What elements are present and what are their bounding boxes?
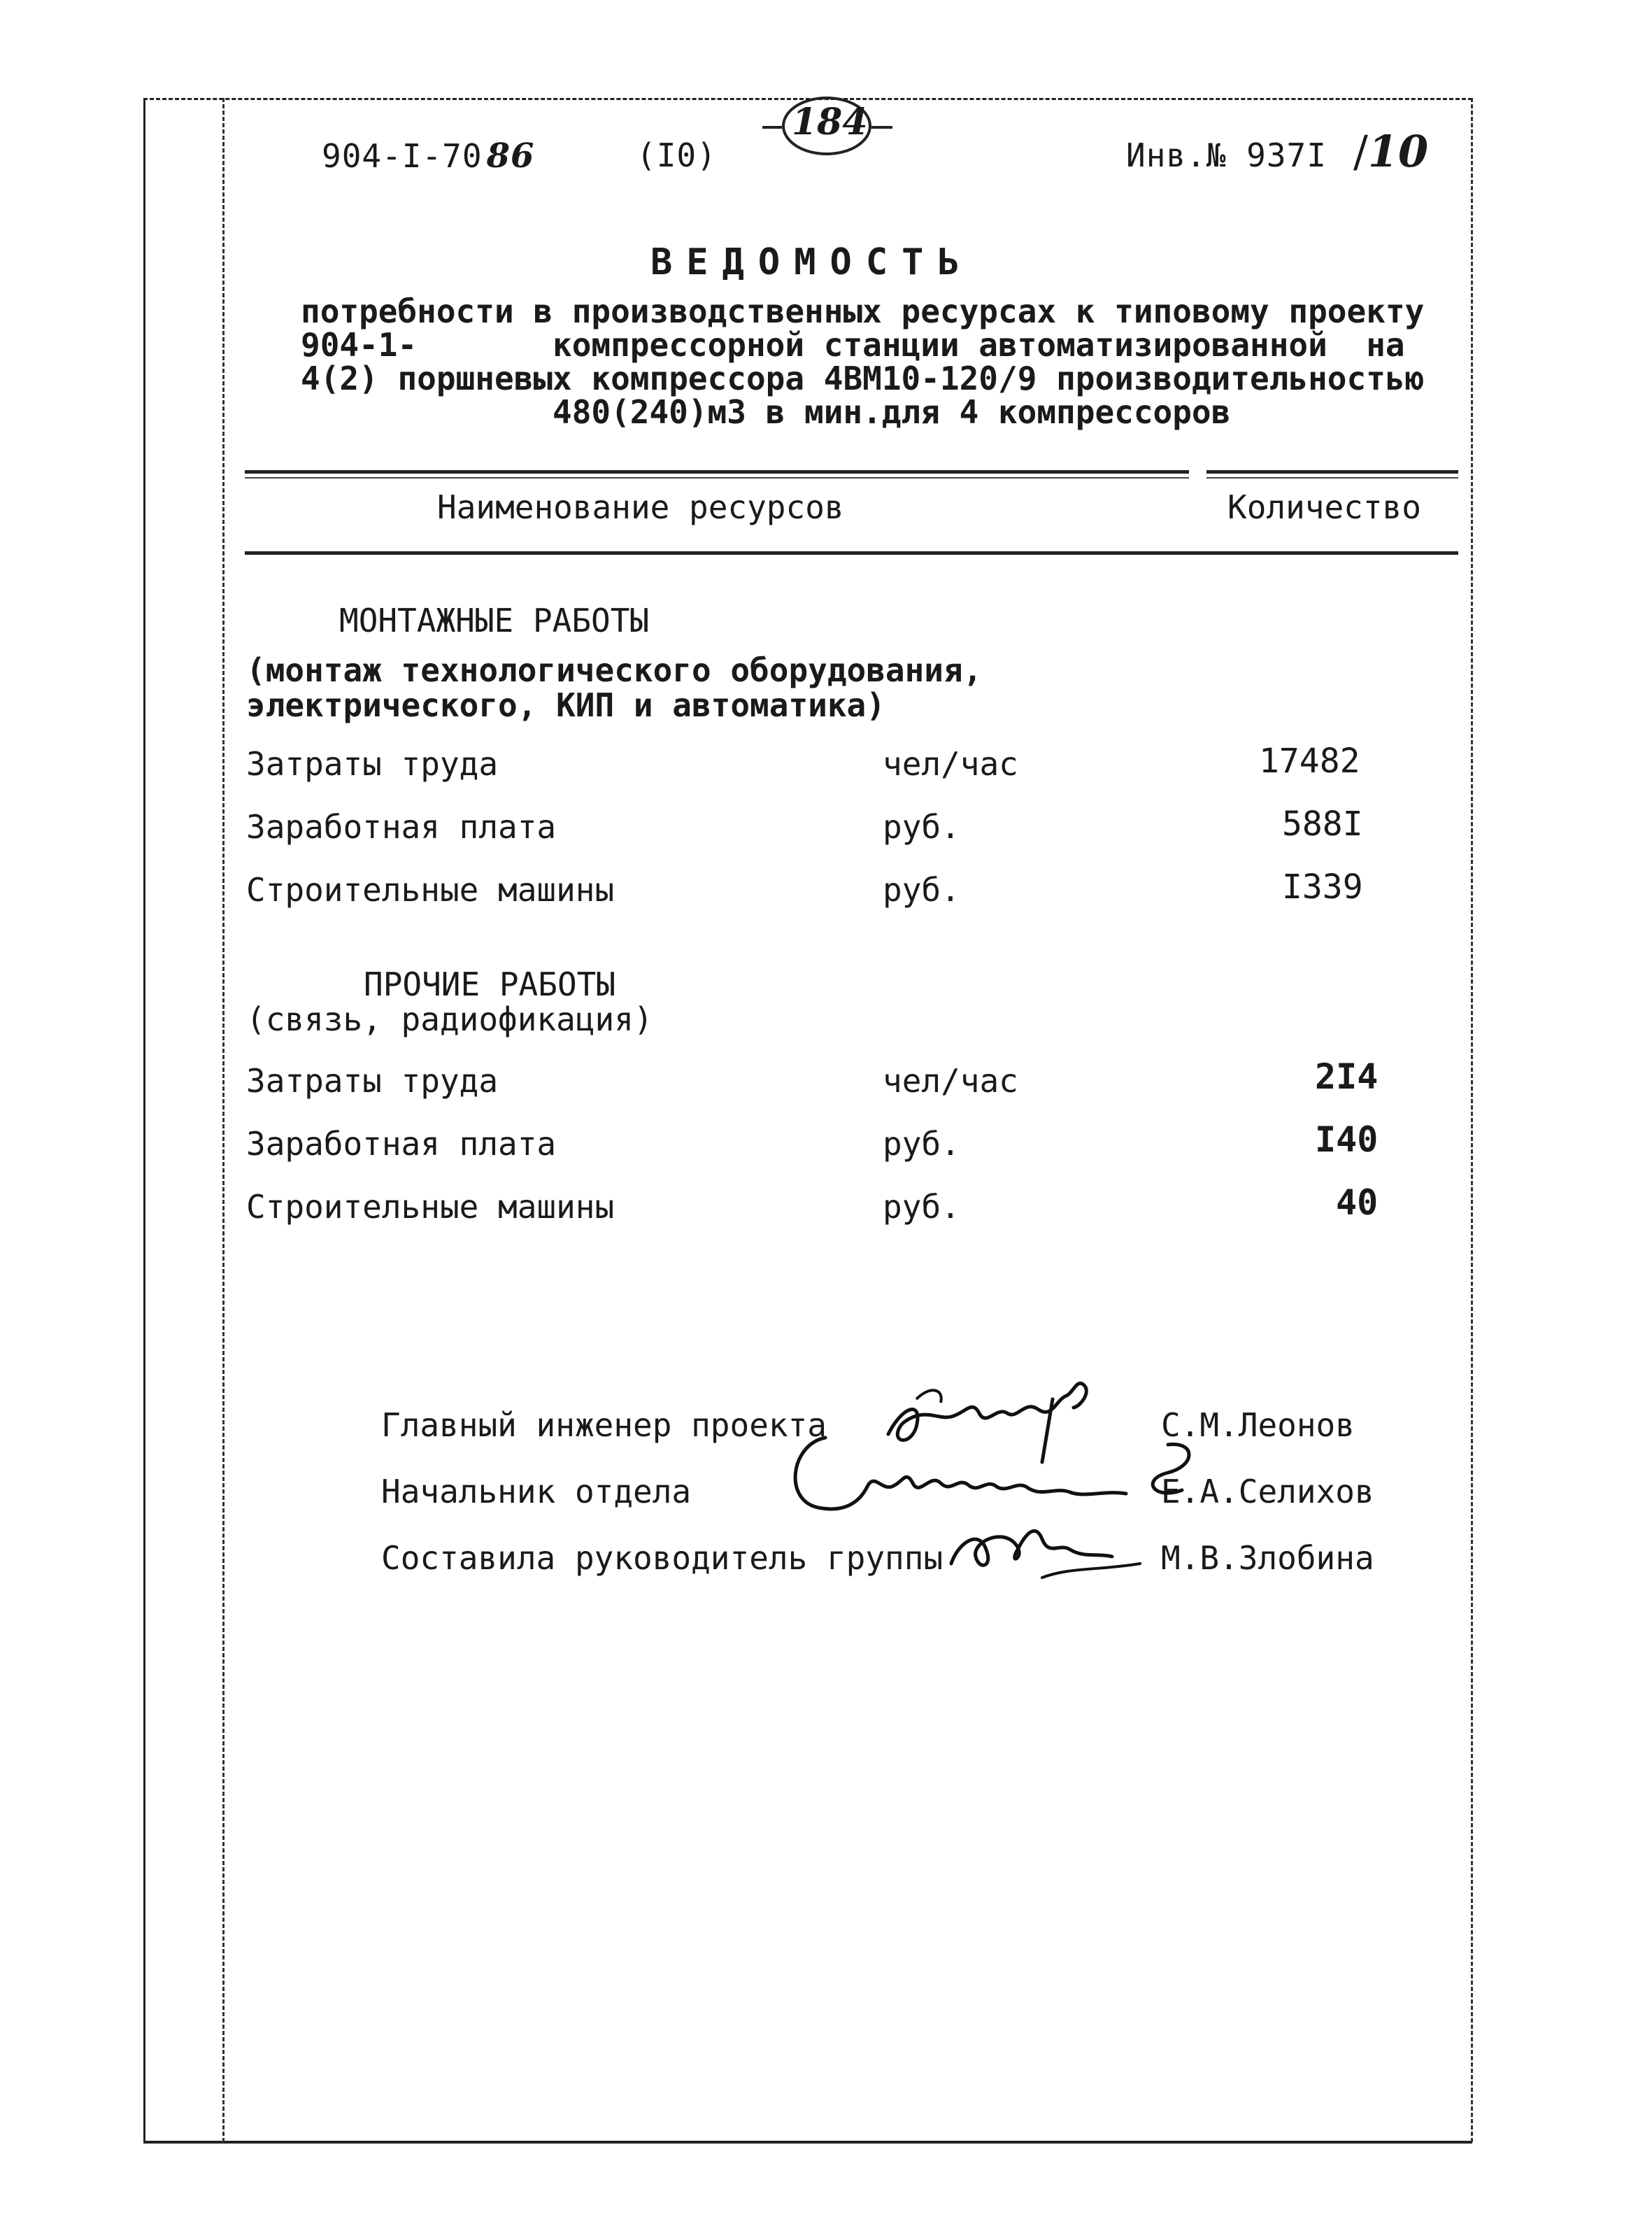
section-title-other: ПРОЧИЕ РАБОТЫ	[364, 965, 616, 1003]
row-quantity: 588I	[1282, 805, 1363, 844]
frame-bottom-border	[143, 2141, 1472, 2144]
page-number: 184	[792, 101, 868, 143]
subtitle-line-4: 480(240)м3 в мин.для 4 компрессоров	[553, 393, 1231, 431]
row-name: Затраты труда	[246, 745, 499, 783]
table-header-bottom-rule	[245, 551, 1458, 555]
row-name: Заработная плата	[246, 808, 557, 846]
signature-role: Начальник отдела	[381, 1473, 692, 1510]
subtitle-line-2: 904-1- компрессорной станции автоматизированной на	[301, 326, 1405, 364]
table-top-rule-right	[1206, 470, 1458, 474]
row-unit: руб.	[883, 871, 960, 909]
row-quantity: 17482	[1259, 742, 1360, 781]
frame-left-border	[143, 98, 145, 2142]
signature-name: Е.А.Селихов	[1161, 1473, 1374, 1510]
column-header-name: Наименование ресурсов	[437, 488, 844, 526]
handwritten-signature-group-leader	[937, 1501, 1147, 1592]
doc-number-printed: 904-I-70	[322, 137, 483, 175]
document-title: ВЕДОМОСТЬ	[650, 241, 974, 283]
row-name: Строительные машины	[246, 871, 615, 909]
signature-name: С.М.Леонов	[1161, 1406, 1355, 1444]
row-quantity: I40	[1315, 1119, 1379, 1160]
inventory-hand-value: 10	[1367, 126, 1429, 177]
table-top-rule-left-thin	[245, 477, 1189, 479]
signature-name: М.В.Злобина	[1161, 1539, 1374, 1577]
frame-binding-line	[222, 98, 225, 2142]
row-unit: руб.	[883, 1125, 960, 1163]
table-top-rule-left	[245, 470, 1189, 474]
doc-number-handwritten: 86	[486, 136, 535, 176]
inventory-sheet-handwritten: /10	[1353, 126, 1429, 177]
table-top-rule-right-thin	[1206, 477, 1458, 479]
column-header-quantity: Количество	[1227, 488, 1421, 526]
section-note-other: (связь, радиофикация)	[246, 1000, 653, 1038]
row-name: Строительные машины	[246, 1188, 615, 1226]
row-unit: чел/час	[883, 1062, 1018, 1100]
signature-role: Составила руководитель группы	[381, 1539, 944, 1577]
row-quantity: 40	[1336, 1182, 1379, 1223]
row-name: Затраты труда	[246, 1062, 499, 1100]
row-name: Заработная плата	[246, 1125, 557, 1163]
row-unit: руб.	[883, 808, 960, 846]
frame-right-border	[1471, 98, 1473, 2142]
signature-role: Главный инженер проекта	[381, 1406, 827, 1444]
section-title-installation: МОНТАЖНЫЕ РАБОТЫ	[339, 602, 650, 639]
row-quantity: 2I4	[1315, 1056, 1379, 1097]
doc-number	[322, 136, 534, 176]
sheet-code: (I0)	[636, 136, 717, 174]
subtitle-line-1: потребности в производственных ресурсах к типовому проекту	[301, 292, 1425, 330]
row-quantity: I339	[1282, 867, 1363, 907]
subtitle-line-3: 4(2) поршневых компрессора 4ВМ10-120/9 производительностью	[301, 360, 1425, 397]
inventory-number	[1126, 136, 1327, 174]
section-note-installation-1: (монтаж технологического оборудования,	[246, 651, 983, 689]
section-note-installation-2: электрического, КИП и автоматика)	[246, 686, 885, 724]
row-unit: чел/час	[883, 745, 1018, 783]
row-unit: руб.	[883, 1188, 960, 1226]
page-number-stamp	[776, 91, 881, 154]
inventory-label: Инв.№ 937I	[1126, 136, 1327, 174]
